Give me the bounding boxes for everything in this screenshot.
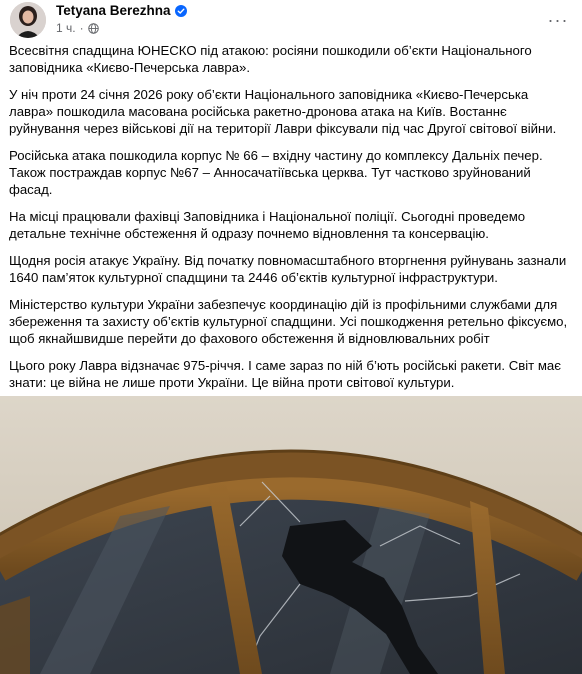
verified-badge-icon [175,5,187,17]
meta-separator: · [79,21,84,35]
globe-icon [88,23,99,34]
post-paragraph: Всесвітня спадщина ЮНЕСКО під атакою: росіяни пошкодили об’єкти Національного заповідника «Києво-Печерська лавра». [9,43,532,75]
post-header [0,0,582,40]
author-name-row [56,3,187,18]
post-text [9,42,571,445]
post-paragraph: Щодня росія атакує Україну. Від початку повномасштабного вторгнення руйнувань зазнали 1640 пам’яток культурної спадщини та 2446 об’єктів культурної інфраструктури. [9,253,567,285]
post-photo[interactable] [0,396,582,674]
post-paragraph: Російська атака пошкодила корпус № 66 – вхідну частину до комплексу Дальніх печер. Також постраждав корпус №67 – Анносачатіївська церква. Тут частково зруйнований фасад. [9,148,543,197]
author-name[interactable]: Tetyana Berezhna [56,3,171,18]
post-paragraph: У ніч проти 24 січня 2026 року об’єкти Національного заповідника «Києво-Печерська лавра» пошкодила масована російська ракетно-дронова атака на Київ. Востаннє руйнування через військові дії на території Лаври фіксували під час Другої світової війни. [9,87,557,136]
author-avatar[interactable] [10,2,46,38]
post-time[interactable]: 1 ч. [56,21,76,35]
post-paragraph: Міністерство культури України забезпечує координацію дій із профільними службами для збереження та захисту об’єктів культурної спадщини. Усі пошкодження ретельно фіксуємо, щоб якнайшвидше перейти до фахового обстеження й відновлювальних робіт [9,297,568,346]
post-meta [56,21,99,35]
post-paragraph: На місці працювали фахівці Заповідника і Національної поліції. Сьогодні проведемо детальне технічне обстеження й одразу почнемо відновлення та консервацію. [9,209,526,241]
post-paragraph: Цього року Лавра відзначає 975-річчя. І саме зараз по ній б’ють російські ракети. Світ має знати: це війна не лише проти України. Це війна проти світової культури. [9,358,561,390]
more-options-icon[interactable]: ··· [547,9,569,30]
